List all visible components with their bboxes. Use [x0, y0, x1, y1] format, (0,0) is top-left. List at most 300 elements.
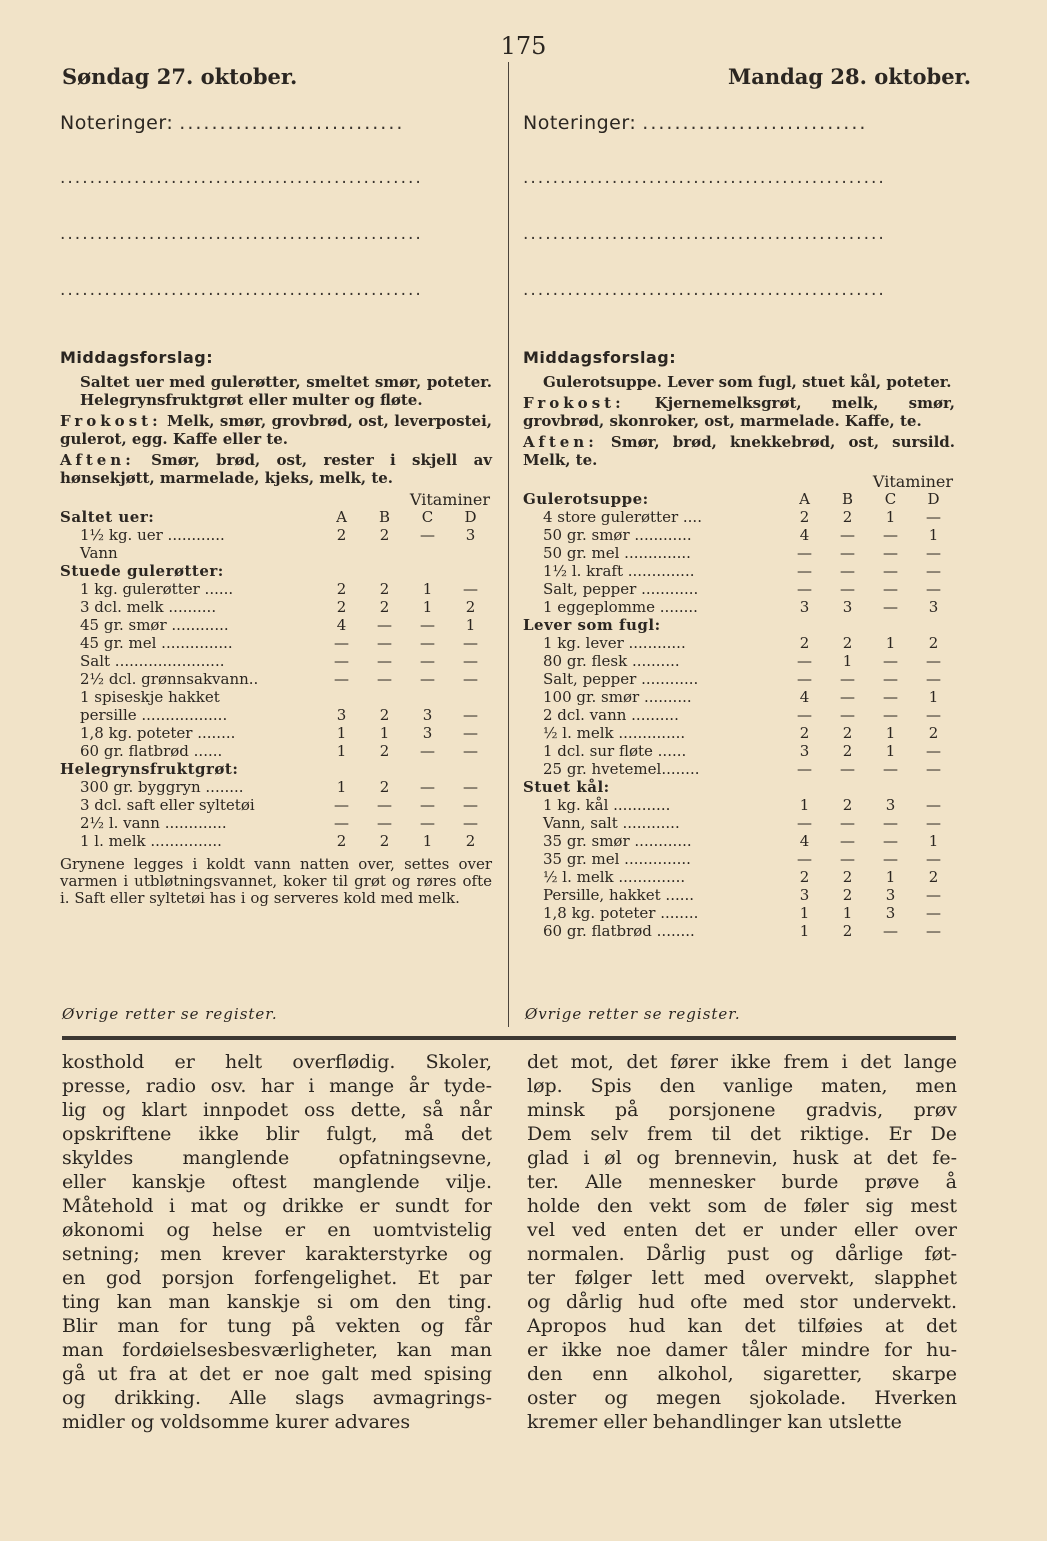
body-line: Måtehold i mat og drikke er sundt for: [62, 1195, 492, 1217]
vitamin-a-value: [320, 688, 363, 706]
vitamin-d-value: [449, 688, 492, 706]
vitamin-c-value: —: [883, 580, 898, 598]
table-row: [60, 670, 492, 688]
ingredient-name: 45 gr. mel ...............: [80, 634, 233, 652]
vitamin-a-value: A: [799, 490, 810, 508]
table-row: [523, 652, 955, 670]
vitamin-b-value: —: [377, 670, 392, 688]
ingredient-name: ½ l. melk ..............: [543, 724, 686, 742]
vitamin-c-value: —: [883, 526, 898, 544]
vitamin-a-value: 3: [799, 886, 810, 904]
table-row: [60, 634, 492, 652]
vitamin-c-value: —: [883, 706, 898, 724]
day-title-left: Søndag 27. oktober.: [62, 64, 298, 89]
vitamin-d-value: 3: [465, 526, 476, 544]
vitamin-c-value: —: [420, 796, 435, 814]
vitamin-a-value: 4: [799, 688, 810, 706]
ingredient-name: 1 dcl. sur fløte ......: [543, 742, 687, 760]
vitamin-c-value: —: [420, 778, 435, 796]
body-line: oster og megen sjokolade. Hverken: [527, 1387, 957, 1409]
body-line: kremer eller behandlinger kan utslette: [527, 1411, 902, 1433]
vitamins-label: Vitaminer: [872, 472, 953, 491]
vitamin-d-value: —: [926, 796, 941, 814]
ingredient-name: 80 gr. flesk ..........: [543, 652, 680, 670]
vitamin-b-value: —: [377, 652, 392, 670]
notes-line: Noteringer: ............................: [523, 112, 868, 134]
table-row: [523, 544, 955, 562]
vitamin-c-value: [869, 778, 912, 796]
body-line: og dårlig hud ofte med stor undervekt.: [527, 1291, 957, 1313]
body-line: er ikke noe damer tåler mindre for hu-: [527, 1339, 957, 1361]
vitamin-a-value: 4: [799, 526, 810, 544]
body-line: ter. Alle mennesker burde prøve å: [527, 1171, 957, 1193]
vitamin-c-value: —: [883, 850, 898, 868]
body-line: ting kan man kanskje si om den ting.: [62, 1291, 492, 1313]
body-line: skyldes manglende opfatningsevne,: [62, 1147, 492, 1169]
vitamin-c-value: 3: [885, 886, 896, 904]
ingredient-name: Vann, salt ............: [543, 814, 680, 832]
ingredient-name: Salt, pepper ............: [543, 580, 699, 598]
breakfast-label: Frokost:: [60, 412, 162, 430]
ingredient-name: Lever som fugl:: [523, 616, 661, 634]
body-line: økonomi og helse er en uomtvistelig: [62, 1219, 492, 1241]
table-group-row: [60, 562, 492, 580]
vitamin-a-value: 1: [336, 724, 347, 742]
vitamin-d-value: 1: [928, 832, 939, 850]
notes-line: .................................................: [523, 280, 886, 300]
vitamin-a-value: —: [334, 634, 349, 652]
vitamin-c-value: —: [420, 526, 435, 544]
body-line: ter følger lett med overvekt, slapphet: [527, 1267, 957, 1289]
supper: [523, 433, 955, 469]
ingredient-name: 1½ kg. uer ............: [80, 526, 225, 544]
vitamin-d-value: [912, 778, 955, 796]
vitamin-d-value: —: [463, 706, 478, 724]
table-row: [523, 886, 955, 904]
vitamin-b-value: 2: [842, 508, 853, 526]
ingredient-name: Saltet uer:: [60, 508, 155, 526]
vitamin-d-value: [912, 616, 955, 634]
ingredient-name: 35 gr. mel ..............: [543, 850, 691, 868]
vitamin-b-value: 1: [842, 904, 853, 922]
vitamin-a-value: 3: [336, 706, 347, 724]
vitamin-d-value: [449, 760, 492, 778]
ingredient-name: 1 l. melk ...............: [80, 832, 222, 850]
vitamin-c-value: —: [883, 598, 898, 616]
vitamin-d-value: —: [926, 706, 941, 724]
vitamin-c-value: —: [420, 670, 435, 688]
vitamin-d-value: 2: [465, 832, 476, 850]
vitamin-b-value: B: [841, 490, 854, 508]
ingredient-name: 3 dcl. saft eller syltetøi: [80, 796, 255, 814]
table-row: [523, 706, 955, 724]
vitamin-c-value: C: [421, 508, 434, 526]
ingredient-name: 1½ l. kraft ..............: [543, 562, 695, 580]
supper-text: Smør, brød, ost, rester i skjell av hønsekjøtt, marmelade, kjeks, melk, te.: [60, 451, 492, 487]
vitamin-a-value: —: [797, 760, 812, 778]
table-row: [523, 868, 955, 886]
vitamin-d-value: 1: [928, 688, 939, 706]
vitamin-d-value: 2: [928, 634, 939, 652]
body-line: Blir man for tung på vekten og får: [62, 1315, 492, 1337]
vitamin-c-value: [406, 688, 449, 706]
supper-text: Smør, brød, knekkebrød, ost, sursild. Melk, te.: [523, 433, 955, 469]
body-line: man fordøielsesbesværligheter, kan man: [62, 1339, 492, 1361]
vitamin-a-value: 1: [336, 742, 347, 760]
vitamin-a-value: —: [334, 814, 349, 832]
ingredient-name: 1 kg. lever ............: [543, 634, 686, 652]
vitamin-c-value: 1: [885, 742, 896, 760]
vitamin-d-value: —: [463, 742, 478, 760]
body-line: den enn alkohol, sigaretter, skarpe: [527, 1363, 957, 1385]
vitamin-c-value: [869, 616, 912, 634]
ingredient-name: Vann: [80, 544, 118, 562]
vitamin-a-value: —: [797, 652, 812, 670]
vitamin-a-value: A: [336, 508, 347, 526]
menu-title: Middagsforslag:: [523, 348, 677, 367]
vitamin-a-value: —: [797, 814, 812, 832]
vitamin-c-value: —: [420, 652, 435, 670]
ingredient-name: Persille, hakket ......: [543, 886, 695, 904]
vitamin-b-value: 1: [842, 652, 853, 670]
body-line: Apropos hud kan det tilføies at det: [527, 1315, 957, 1337]
vitamin-c-value: —: [883, 922, 898, 940]
vitamin-b-value: 2: [842, 796, 853, 814]
vitamin-b-value: —: [377, 616, 392, 634]
table-row: [523, 580, 955, 598]
vitamin-b-value: 2: [842, 724, 853, 742]
vitamin-d-value: —: [463, 724, 478, 742]
ingredient-name: persille ..................: [80, 706, 228, 724]
vitamin-c-value: 3: [885, 904, 896, 922]
vitamin-b-value: 2: [379, 742, 390, 760]
body-line: en god porsjon forfengelighet. Et par: [62, 1267, 492, 1289]
table-row: [60, 724, 492, 742]
breakfast: [523, 394, 955, 430]
vitamin-a-value: —: [797, 850, 812, 868]
notes-line: .................................................: [523, 224, 886, 244]
vitamin-b-value: 3: [842, 598, 853, 616]
ingredient-name: 1 kg. kål ............: [543, 796, 671, 814]
vitamin-a-value: 1: [799, 796, 810, 814]
vitamin-a-value: 3: [799, 742, 810, 760]
vitamin-a-value: 2: [799, 724, 810, 742]
vitamin-c-value: 1: [422, 580, 433, 598]
vitamin-a-value: —: [797, 544, 812, 562]
body-line: midler og voldsomme kurer advares: [62, 1411, 411, 1433]
vitamin-c-value: 1: [885, 634, 896, 652]
table-group-row: [523, 490, 955, 508]
notes-line: Noteringer: ............................: [60, 112, 405, 134]
right-column: [523, 112, 955, 940]
table-row: [60, 778, 492, 796]
ingredient-name: 45 gr. smør ............: [80, 616, 229, 634]
vitamin-a-value: 2: [799, 634, 810, 652]
vitamin-a-value: —: [797, 580, 812, 598]
vitamin-c-value: —: [883, 814, 898, 832]
vitamin-b-value: [826, 616, 869, 634]
vitamin-a-value: 4: [799, 832, 810, 850]
left-column: [60, 112, 492, 907]
vitamin-c-value: [406, 760, 449, 778]
vitamin-d-value: —: [926, 562, 941, 580]
vitamin-d-value: —: [463, 580, 478, 598]
vitamin-c-value: —: [420, 742, 435, 760]
vitamin-b-value: —: [840, 832, 855, 850]
vitamin-b-value: —: [840, 706, 855, 724]
table-row: [523, 922, 955, 940]
day-title-right: Mandag 28. oktober.: [728, 64, 972, 89]
table-group-row: [523, 778, 955, 796]
vitamin-b-value: —: [840, 814, 855, 832]
vitamin-c-value: 1: [885, 868, 896, 886]
vitamin-b-value: 1: [379, 724, 390, 742]
ingredient-name: Salt, pepper ............: [543, 670, 699, 688]
vitamin-c-value: 1: [422, 598, 433, 616]
table-row: [60, 580, 492, 598]
vitamin-b-value: 2: [842, 634, 853, 652]
vitamin-c-value: 1: [885, 724, 896, 742]
notes-label: Noteringer:: [523, 112, 637, 134]
vitamin-a-value: —: [797, 670, 812, 688]
ingredient-name: 100 gr. smør ..........: [543, 688, 692, 706]
table-row: [523, 634, 955, 652]
ingredient-name: ½ l. melk ..............: [543, 868, 686, 886]
table-row: [60, 796, 492, 814]
vitamin-b-value: —: [840, 760, 855, 778]
vitamin-b-value: —: [377, 634, 392, 652]
vitamin-a-value: [783, 616, 826, 634]
vitamin-b-value: [363, 760, 406, 778]
dinner-suggestion: Gulerotsuppe. Lever som fugl, stuet kål, poteter.: [543, 373, 952, 391]
body-line: det mot, det fører ikke frem i det lange: [527, 1051, 957, 1073]
vitamin-a-value: 1: [799, 904, 810, 922]
vitamin-c-value: —: [420, 634, 435, 652]
vitamin-d-value: 2: [465, 598, 476, 616]
table-row: [60, 598, 492, 616]
supper: [60, 451, 492, 487]
column-divider: [508, 62, 509, 1027]
ingredient-name: 2½ l. vann .............: [80, 814, 227, 832]
body-line: og drikking. Alle slags avmagrings-: [62, 1387, 492, 1409]
vitamin-a-value: 2: [336, 598, 347, 616]
ingredient-name: 3 dcl. melk ..........: [80, 598, 217, 616]
vitamin-a-value: [320, 760, 363, 778]
body-line: normalen. Dårlig pust og dårlige føt-: [527, 1243, 957, 1265]
vitamin-a-value: 4: [336, 616, 347, 634]
vitamin-d-value: 2: [928, 724, 939, 742]
vitamin-c-value: 1: [885, 508, 896, 526]
ingredient-name: 1 kg. gulerøtter ......: [80, 580, 234, 598]
ingredient-name: 1 eggeplomme ........: [543, 598, 698, 616]
table-row: [523, 670, 955, 688]
ingredient-name: 300 gr. byggryn ........: [80, 778, 244, 796]
page-number: 175: [500, 32, 547, 60]
vitamin-c-value: —: [883, 670, 898, 688]
vitamin-c-value: —: [883, 544, 898, 562]
vitamin-d-value: —: [926, 850, 941, 868]
vitamin-c-value: —: [420, 616, 435, 634]
vitamin-b-value: [363, 688, 406, 706]
body-line: setning; men krever karakterstyrke og: [62, 1243, 492, 1265]
table-group-row: [60, 508, 492, 526]
body-line: kosthold er helt overflødig. Skoler,: [62, 1051, 492, 1073]
table-row: [523, 688, 955, 706]
vitamin-d-value: —: [926, 580, 941, 598]
vitamin-d-value: D: [927, 490, 940, 508]
vitamin-d-value: [449, 544, 492, 562]
table-row: [523, 760, 955, 778]
vitamin-d-value: —: [926, 922, 941, 940]
vitamin-c-value: 3: [422, 706, 433, 724]
vitamin-b-value: 2: [379, 778, 390, 796]
table-row: [60, 742, 492, 760]
vitamin-d-value: —: [926, 544, 941, 562]
vitamin-d-value: 2: [928, 868, 939, 886]
ingredient-name: 2 dcl. vann ..........: [543, 706, 679, 724]
vitamin-b-value: 2: [842, 868, 853, 886]
vitamin-b-value: —: [840, 526, 855, 544]
vitamin-b-value: —: [840, 850, 855, 868]
notes-line: .................................................: [60, 168, 423, 188]
ingredient-name: 25 gr. hvetemel........: [543, 760, 700, 778]
vitamin-d-value: —: [926, 652, 941, 670]
vitamin-d-value: —: [926, 886, 941, 904]
breakfast-label: Frokost:: [523, 394, 625, 412]
vitamin-a-value: [783, 778, 826, 796]
footer-note-left: Øvrige retter se register.: [62, 1005, 278, 1023]
vitamin-table-right: [523, 490, 955, 940]
vitamin-d-value: —: [926, 670, 941, 688]
vitamin-a-value: —: [797, 706, 812, 724]
ingredient-name: 1,8 kg. poteter ........: [543, 904, 699, 922]
vitamin-b-value: —: [840, 544, 855, 562]
vitamins-label: Vitaminer: [409, 490, 490, 509]
breakfast: [60, 412, 492, 448]
vitamin-a-value: 1: [336, 778, 347, 796]
table-row: [60, 706, 492, 724]
table-row: [523, 832, 955, 850]
vitamin-a-value: —: [797, 562, 812, 580]
vitamin-c-value: —: [420, 814, 435, 832]
table-row: [523, 724, 955, 742]
body-line: presse, radio osv. har i mange år tyde-: [62, 1075, 492, 1097]
table-row: [60, 526, 492, 544]
vitamin-d-value: —: [926, 814, 941, 832]
vitamin-b-value: 2: [379, 526, 390, 544]
vitamin-d-value: —: [926, 508, 941, 526]
notes-line: .................................................: [60, 224, 423, 244]
vitamin-c-value: 3: [422, 724, 433, 742]
body-line: Dem selv frem til det riktige. Er De: [527, 1123, 957, 1145]
body-text-left: [62, 1050, 492, 1434]
ingredient-name: 60 gr. flatbrød ......: [80, 742, 223, 760]
footer-note-right: Øvrige retter se register.: [525, 1005, 741, 1023]
vitamin-d-value: —: [463, 652, 478, 670]
vitamin-c-value: [406, 544, 449, 562]
vitamin-d-value: 3: [928, 598, 939, 616]
vitamin-b-value: —: [840, 580, 855, 598]
vitamin-d-value: 1: [465, 616, 476, 634]
vitamin-c-value: —: [883, 652, 898, 670]
notes-line: .................................................: [60, 280, 423, 300]
vitamin-b-value: —: [377, 796, 392, 814]
vitamin-table-left: [60, 508, 492, 850]
vitamin-b-value: —: [840, 670, 855, 688]
ingredient-name: Helegrynsfruktgrøt:: [60, 760, 239, 778]
vitamin-c-value: —: [883, 832, 898, 850]
vitamin-d-value: —: [926, 760, 941, 778]
vitamin-a-value: 2: [799, 508, 810, 526]
vitamin-c-value: —: [883, 688, 898, 706]
ingredient-name: 35 gr. smør ............: [543, 832, 692, 850]
breakfast-text: Kjernemelksgrøt, melk, smør, grovbrød, skonroker, ost, marmelade. Kaffe, te.: [523, 394, 955, 430]
table-row: [60, 544, 492, 562]
vitamin-b-value: —: [377, 814, 392, 832]
table-row: [523, 742, 955, 760]
body-line: lig og klart innpodet oss dette, så når: [62, 1099, 492, 1121]
vitamin-a-value: 1: [799, 922, 810, 940]
vitamin-b-value: [363, 562, 406, 580]
notes-label: Noteringer:: [60, 112, 174, 134]
table-row: [60, 832, 492, 850]
vitamin-a-value: —: [334, 670, 349, 688]
table-row: [60, 814, 492, 832]
dinner-suggestion: Saltet uer med gulerøtter, smeltet smør, poteter. Helegrynsfruktgrøt eller multer og fløte.: [80, 373, 492, 409]
vitamin-d-value: D: [464, 508, 477, 526]
vitamin-b-value: 2: [379, 832, 390, 850]
body-line: eller kanskje oftest manglende vilje.: [62, 1171, 492, 1193]
section-divider: [62, 1036, 956, 1040]
vitamin-d-value: —: [463, 814, 478, 832]
ingredient-name: 4 store gulerøtter ....: [543, 508, 702, 526]
vitamin-a-value: 3: [799, 598, 810, 616]
table-group-row: [60, 760, 492, 778]
body-line: minsk på porsjonene gradvis, prøv: [527, 1099, 957, 1121]
supper-label: Aften:: [523, 433, 598, 451]
table-row: [523, 904, 955, 922]
menu-title: Middagsforslag:: [60, 348, 214, 367]
body-text-right: [527, 1050, 957, 1434]
table-row: [523, 796, 955, 814]
ingredient-name: 50 gr. smør ............: [543, 526, 692, 544]
body-line: vel ved enten det er under eller over: [527, 1219, 957, 1241]
ingredient-name: 50 gr. mel ..............: [543, 544, 691, 562]
vitamin-a-value: —: [334, 652, 349, 670]
vitamin-b-value: 2: [842, 922, 853, 940]
vitamin-d-value: —: [926, 904, 941, 922]
vitamin-a-value: —: [334, 796, 349, 814]
table-row: [523, 526, 955, 544]
vitamin-a-value: [320, 544, 363, 562]
vitamin-a-value: 2: [336, 580, 347, 598]
vitamin-b-value: [363, 544, 406, 562]
vitamin-d-value: —: [463, 634, 478, 652]
vitamin-b-value: [826, 778, 869, 796]
vitamin-a-value: 2: [336, 526, 347, 544]
ingredient-name: 1 spiseskje hakket: [80, 688, 220, 706]
table-row: [523, 850, 955, 868]
vitamin-b-value: 2: [379, 598, 390, 616]
vitamin-b-value: 2: [842, 742, 853, 760]
vitamin-c-value: [406, 562, 449, 580]
notes-line: .................................................: [523, 168, 886, 188]
menu-block-right: [523, 348, 955, 940]
vitamin-b-value: 2: [379, 580, 390, 598]
vitamin-c-value: —: [883, 562, 898, 580]
table-row: [60, 688, 492, 706]
table-row: [523, 598, 955, 616]
